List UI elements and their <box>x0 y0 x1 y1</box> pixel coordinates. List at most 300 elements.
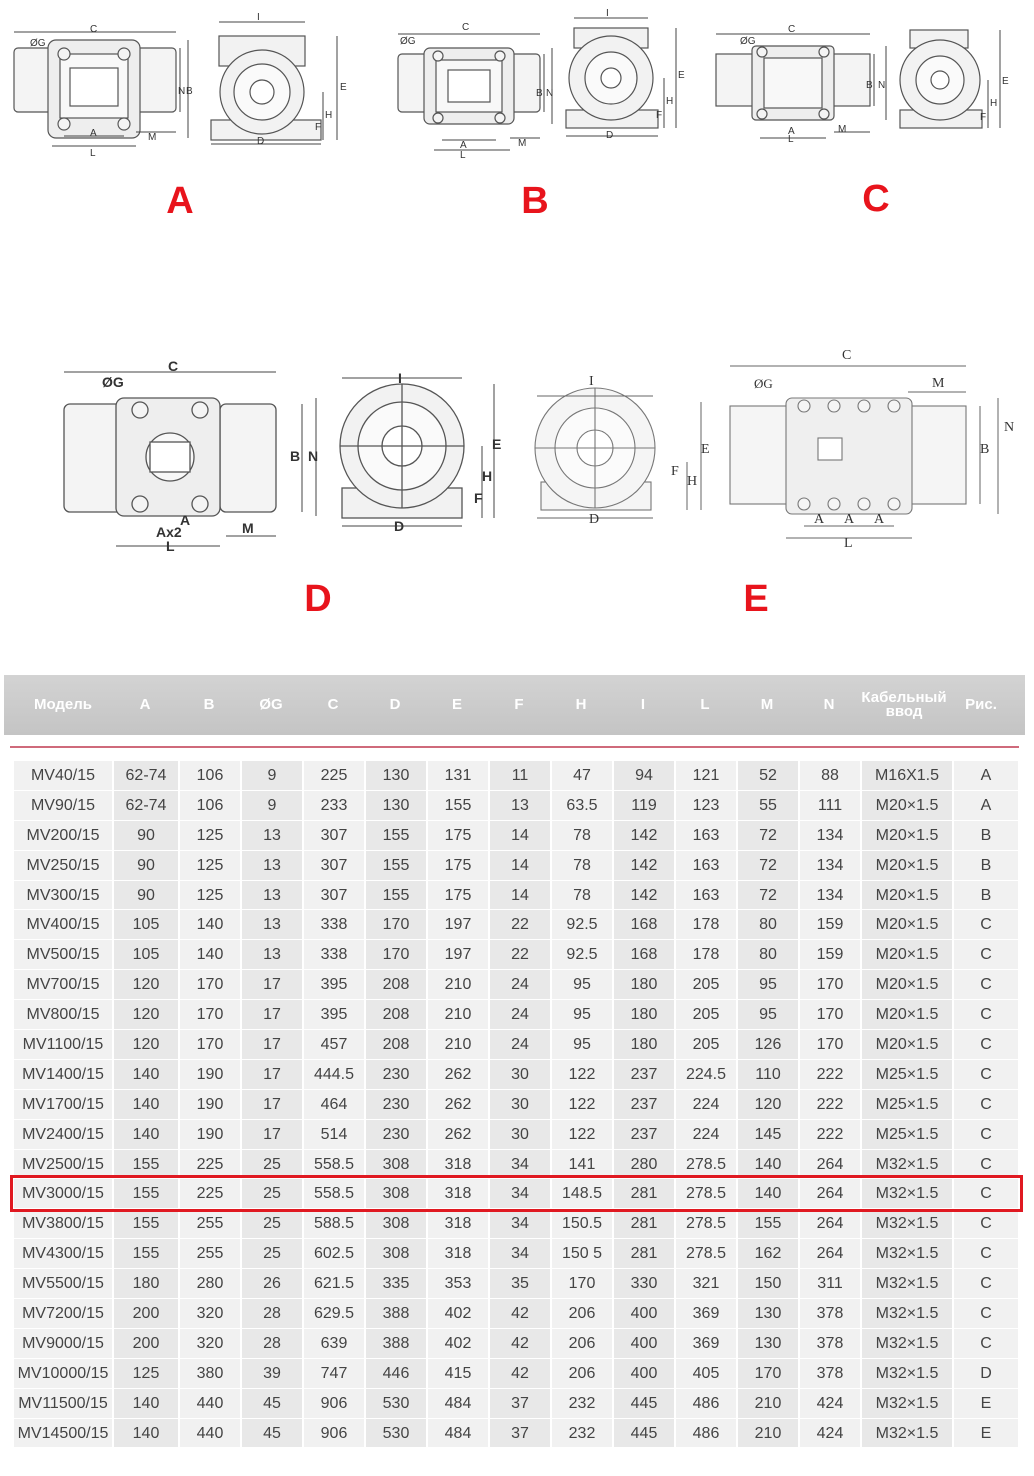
dim-m-label: M <box>242 520 254 536</box>
table-cell: 486 <box>674 1389 736 1419</box>
table-cell: 311 <box>798 1269 860 1299</box>
table-cell: 369 <box>674 1329 736 1359</box>
table-cell: MV250/15 <box>14 851 112 881</box>
table-cell: 90 <box>112 851 178 881</box>
dim-n-label: N <box>1004 420 1015 435</box>
table-row <box>14 1419 1018 1449</box>
table-cell: 150.5 <box>550 1209 612 1239</box>
table-cell: 237 <box>612 1060 674 1090</box>
dim-a-label: A <box>844 512 855 527</box>
table-cell: 232 <box>550 1389 612 1419</box>
table-cell: 94 <box>612 761 674 791</box>
header-cell: H <box>575 696 587 713</box>
table-cell: 25 <box>240 1150 302 1180</box>
table-cell: 126 <box>736 1030 798 1060</box>
table-cell: 125 <box>178 851 240 881</box>
table-cell: 155 <box>112 1239 178 1269</box>
table-cell: 42 <box>488 1359 550 1389</box>
table-cell: 141 <box>550 1150 612 1180</box>
table-cell: 17 <box>240 1060 302 1090</box>
table-cell: 255 <box>178 1239 240 1269</box>
table-cell: 34 <box>488 1209 550 1239</box>
table-cell: 122 <box>550 1120 612 1150</box>
table-cell: 130 <box>736 1299 798 1329</box>
table-cell: M32×1.5 <box>860 1419 952 1449</box>
table-cell: 150 <box>736 1269 798 1299</box>
table-cell: 307 <box>302 881 364 911</box>
table-cell: 122 <box>550 1060 612 1090</box>
figure-d-side-view <box>336 370 506 540</box>
table-cell: 105 <box>112 910 178 940</box>
table-cell: 17 <box>240 1120 302 1150</box>
table-cell: 30 <box>488 1120 550 1150</box>
table-cell: M32×1.5 <box>860 1209 952 1239</box>
table-cell: 9 <box>240 761 302 791</box>
table-cell: 308 <box>364 1209 426 1239</box>
table-cell: 90 <box>112 881 178 911</box>
table-cell: 42 <box>488 1299 550 1329</box>
table-cell: 72 <box>736 821 798 851</box>
table-cell: 178 <box>674 910 736 940</box>
table-cell: MV2400/15 <box>14 1120 112 1150</box>
dim-e-label: E <box>701 442 710 457</box>
table-cell: 159 <box>798 940 860 970</box>
table-cell: 629.5 <box>302 1299 364 1329</box>
table-cell: 200 <box>112 1329 178 1359</box>
table-cell: 330 <box>612 1269 674 1299</box>
dim-i-label: I <box>257 12 260 23</box>
table-cell: 168 <box>612 940 674 970</box>
table-cell: 78 <box>550 821 612 851</box>
table-cell: 130 <box>364 791 426 821</box>
table-cell: MV90/15 <box>14 791 112 821</box>
table-cell: 37 <box>488 1419 550 1449</box>
table-cell: 318 <box>426 1179 488 1209</box>
table-cell: C <box>952 1030 1018 1060</box>
table-cell: MV11500/15 <box>14 1389 112 1419</box>
dim-l-label: L <box>166 538 175 554</box>
spec-table <box>14 761 1018 1448</box>
table-cell: 445 <box>612 1419 674 1449</box>
table-cell: 484 <box>426 1419 488 1449</box>
table-cell: C <box>952 1150 1018 1180</box>
table-cell: 106 <box>178 791 240 821</box>
dim-d-label: D <box>606 130 614 141</box>
table-cell: 264 <box>798 1179 860 1209</box>
table-cell: 395 <box>302 1000 364 1030</box>
table-cell: 140 <box>736 1179 798 1209</box>
table-cell: 80 <box>736 940 798 970</box>
dim-n-label: N <box>546 88 554 99</box>
table-cell: 278.5 <box>674 1179 736 1209</box>
table-cell: 14 <box>488 851 550 881</box>
dim-c-label: C <box>842 348 852 363</box>
table-cell: MV4300/15 <box>14 1239 112 1269</box>
header-divider <box>10 746 1019 748</box>
table-cell: 400 <box>612 1329 674 1359</box>
header-cell: A <box>139 696 151 713</box>
table-cell: 205 <box>674 1030 736 1060</box>
table-row <box>14 1239 1018 1269</box>
table-cell: 378 <box>798 1299 860 1329</box>
table-cell: 120 <box>112 1030 178 1060</box>
table-cell: M16X1.5 <box>860 761 952 791</box>
table-cell: 395 <box>302 970 364 1000</box>
table-cell: M32×1.5 <box>860 1329 952 1359</box>
table-cell: 17 <box>240 1090 302 1120</box>
table-cell: 307 <box>302 851 364 881</box>
table-cell: 906 <box>302 1389 364 1419</box>
table-cell: 206 <box>550 1299 612 1329</box>
table-cell: 210 <box>736 1389 798 1419</box>
table-cell: 123 <box>674 791 736 821</box>
table-cell: 155 <box>736 1209 798 1239</box>
table-cell: 120 <box>736 1090 798 1120</box>
dim-f-label: F <box>980 112 987 123</box>
table-cell: MV10000/15 <box>14 1359 112 1389</box>
table-cell: 42 <box>488 1329 550 1359</box>
table-row <box>14 881 1018 911</box>
table-row <box>14 791 1018 821</box>
table-cell: 95 <box>736 1000 798 1030</box>
table-cell: 224 <box>674 1090 736 1120</box>
table-cell: 72 <box>736 851 798 881</box>
table-cell: 163 <box>674 851 736 881</box>
table-cell: C <box>952 970 1018 1000</box>
table-cell: M25×1.5 <box>860 1120 952 1150</box>
table-cell: 28 <box>240 1299 302 1329</box>
figure-c-top-view <box>712 22 892 145</box>
table-cell: 180 <box>112 1269 178 1299</box>
table-cell: 30 <box>488 1090 550 1120</box>
table-cell: 388 <box>364 1299 426 1329</box>
table-cell: 88 <box>798 761 860 791</box>
table-cell: C <box>952 940 1018 970</box>
dim-m-label: M <box>838 124 847 135</box>
table-row <box>14 851 1018 881</box>
table-cell: 22 <box>488 910 550 940</box>
table-cell: 208 <box>364 1000 426 1030</box>
table-row <box>14 1329 1018 1359</box>
header-cell: N <box>823 696 835 713</box>
table-cell: 142 <box>612 821 674 851</box>
table-cell: 105 <box>112 940 178 970</box>
table-cell: 14 <box>488 821 550 851</box>
table-cell: M20×1.5 <box>860 940 952 970</box>
table-cell: MV400/15 <box>14 910 112 940</box>
table-cell: 168 <box>612 910 674 940</box>
table-cell: MV14500/15 <box>14 1419 112 1449</box>
table-cell: 170 <box>798 1030 860 1060</box>
table-cell: M20×1.5 <box>860 791 952 821</box>
table-cell: 464 <box>302 1090 364 1120</box>
table-cell: C <box>952 1269 1018 1299</box>
table-cell: 140 <box>112 1120 178 1150</box>
table-cell: 170 <box>364 940 426 970</box>
table-cell: 35 <box>488 1269 550 1299</box>
header-cell: Модель <box>33 696 93 713</box>
dim-a-label: A <box>788 126 795 137</box>
table-cell: 210 <box>426 1030 488 1060</box>
table-cell: M32×1.5 <box>860 1299 952 1329</box>
table-cell: 28 <box>240 1329 302 1359</box>
table-cell: 142 <box>612 851 674 881</box>
table-cell: 13 <box>240 821 302 851</box>
table-cell: 163 <box>674 821 736 851</box>
dim-h-label: H <box>990 98 998 109</box>
table-cell: 335 <box>364 1269 426 1299</box>
table-cell: 90 <box>112 821 178 851</box>
figure-b-side-view <box>560 10 690 145</box>
table-row <box>14 910 1018 940</box>
table-cell: 446 <box>364 1359 426 1389</box>
table-cell: 588.5 <box>302 1209 364 1239</box>
table-row <box>14 1389 1018 1419</box>
table-cell: 200 <box>112 1299 178 1329</box>
dim-b-label: B <box>186 86 193 97</box>
table-row <box>14 970 1018 1000</box>
table-cell: 175 <box>426 821 488 851</box>
dim-d-label: D <box>257 136 265 147</box>
table-cell: 206 <box>550 1359 612 1389</box>
table-cell: 175 <box>426 851 488 881</box>
table-cell: 264 <box>798 1150 860 1180</box>
table-cell: 17 <box>240 1000 302 1030</box>
table-cell: 222 <box>798 1090 860 1120</box>
table-cell: 47 <box>550 761 612 791</box>
table-cell: 34 <box>488 1150 550 1180</box>
table-cell: 78 <box>550 881 612 911</box>
table-cell: C <box>952 1299 1018 1329</box>
table-cell: 140 <box>112 1419 178 1449</box>
table-cell: 318 <box>426 1209 488 1239</box>
table-cell: 308 <box>364 1179 426 1209</box>
table-cell: 163 <box>674 881 736 911</box>
dim-c-label: C <box>788 24 796 35</box>
table-cell: 402 <box>426 1299 488 1329</box>
dim-e-label: E <box>678 70 685 81</box>
table-cell: 140 <box>178 940 240 970</box>
table-row <box>14 1060 1018 1090</box>
table-cell: 121 <box>674 761 736 791</box>
table-cell: 170 <box>798 1000 860 1030</box>
table-cell: 180 <box>612 1030 674 1060</box>
table-row <box>14 1030 1018 1060</box>
dim-h-label: H <box>325 110 333 121</box>
table-cell: 131 <box>426 761 488 791</box>
table-cell: 906 <box>302 1419 364 1449</box>
dim-b-label: B <box>980 442 990 457</box>
table-cell: 170 <box>798 970 860 1000</box>
table-cell: 145 <box>736 1120 798 1150</box>
table-cell: 11 <box>488 761 550 791</box>
table-cell: 484 <box>426 1389 488 1419</box>
dim-h-label: H <box>687 474 698 489</box>
table-cell: 142 <box>612 881 674 911</box>
dim-n-label: N <box>178 86 186 97</box>
table-cell: 225 <box>302 761 364 791</box>
table-cell: 558.5 <box>302 1150 364 1180</box>
table-row <box>14 1269 1018 1299</box>
table-cell: 37 <box>488 1389 550 1419</box>
table-cell: 400 <box>612 1359 674 1389</box>
table-row <box>14 1090 1018 1120</box>
table-cell: 281 <box>612 1179 674 1209</box>
table-cell: 63.5 <box>550 791 612 821</box>
table-cell: 52 <box>736 761 798 791</box>
table-cell: 264 <box>798 1239 860 1269</box>
dim-l-label: L <box>844 536 853 551</box>
table-cell: 25 <box>240 1209 302 1239</box>
dim-f-label: F <box>671 464 679 479</box>
table-cell: 205 <box>674 1000 736 1030</box>
figure-c-side-view <box>896 22 1016 137</box>
table-cell: 170 <box>178 1030 240 1060</box>
table-cell: 639 <box>302 1329 364 1359</box>
table-cell: C <box>952 910 1018 940</box>
table-cell: C <box>952 1239 1018 1269</box>
table-cell: 190 <box>178 1060 240 1090</box>
table-cell: 230 <box>364 1060 426 1090</box>
table-cell: MV1100/15 <box>14 1030 112 1060</box>
table-cell: 255 <box>178 1209 240 1239</box>
table-cell: 378 <box>798 1329 860 1359</box>
table-cell: 233 <box>302 791 364 821</box>
table-cell: MV9000/15 <box>14 1329 112 1359</box>
table-cell: 170 <box>736 1359 798 1389</box>
dim-e-label: E <box>340 82 347 93</box>
table-cell: B <box>952 851 1018 881</box>
table-cell: E <box>952 1419 1018 1449</box>
dim-og-label: ØG <box>30 38 46 49</box>
table-cell: 95 <box>550 970 612 1000</box>
table-cell: 514 <box>302 1120 364 1150</box>
table-cell: C <box>952 1060 1018 1090</box>
table-cell: C <box>952 1090 1018 1120</box>
table-cell: 34 <box>488 1179 550 1209</box>
table-cell: 134 <box>798 851 860 881</box>
table-cell: 225 <box>178 1150 240 1180</box>
table-cell: 321 <box>674 1269 736 1299</box>
table-cell: 318 <box>426 1239 488 1269</box>
table-cell: 170 <box>550 1269 612 1299</box>
table-cell: 308 <box>364 1150 426 1180</box>
table-cell: 400 <box>612 1299 674 1329</box>
dim-l-label: L <box>90 148 96 159</box>
table-row <box>14 940 1018 970</box>
table-cell: 119 <box>612 791 674 821</box>
table-cell: 405 <box>674 1359 736 1389</box>
table-cell: 150 5 <box>550 1239 612 1269</box>
dim-c-label: C <box>168 358 179 374</box>
table-cell: 80 <box>736 910 798 940</box>
dim-og-label: ØG <box>400 36 416 47</box>
dim-l-label: L <box>788 134 794 145</box>
table-cell: M20×1.5 <box>860 881 952 911</box>
table-cell: C <box>952 1329 1018 1359</box>
table-cell: 353 <box>426 1269 488 1299</box>
table-cell: A <box>952 791 1018 821</box>
table-cell: MV2500/15 <box>14 1150 112 1180</box>
table-cell: M32×1.5 <box>860 1179 952 1209</box>
table-row <box>14 761 1018 791</box>
table-cell: 180 <box>612 970 674 1000</box>
dim-c-label: C <box>462 22 470 33</box>
table-cell: 22 <box>488 940 550 970</box>
table-cell: 72 <box>736 881 798 911</box>
table-cell: 320 <box>178 1299 240 1329</box>
table-cell: 125 <box>178 881 240 911</box>
table-cell: M20×1.5 <box>860 821 952 851</box>
table-cell: MV40/15 <box>14 761 112 791</box>
table-cell: 92.5 <box>550 940 612 970</box>
table-cell: 457 <box>302 1030 364 1060</box>
table-cell: 232 <box>550 1419 612 1449</box>
table-cell: 530 <box>364 1419 426 1449</box>
table-cell: 140 <box>112 1389 178 1419</box>
table-row <box>14 1120 1018 1150</box>
table-cell: 14 <box>488 881 550 911</box>
figure-a-top-view <box>8 20 198 160</box>
table-cell: 178 <box>674 940 736 970</box>
table-cell: 175 <box>426 881 488 911</box>
table-cell: 445 <box>612 1389 674 1419</box>
table-cell: 95 <box>550 1030 612 1060</box>
table-cell: MV3000/15 <box>14 1179 112 1209</box>
figure-d-top-view <box>58 356 328 556</box>
table-cell: 222 <box>798 1120 860 1150</box>
header-cell: F <box>514 696 524 713</box>
table-cell: MV5500/15 <box>14 1269 112 1299</box>
table-cell: 621.5 <box>302 1269 364 1299</box>
table-cell: 13 <box>240 851 302 881</box>
table-cell: M32×1.5 <box>860 1150 952 1180</box>
dim-i-label: I <box>398 370 402 386</box>
table-cell: 237 <box>612 1120 674 1150</box>
table-cell: 140 <box>178 910 240 940</box>
table-cell: 281 <box>612 1209 674 1239</box>
dim-a-label: A <box>874 512 885 527</box>
table-cell: 338 <box>302 940 364 970</box>
dim-f-label: F <box>656 110 663 121</box>
dim-i-label: I <box>589 374 594 389</box>
table-cell: 280 <box>612 1150 674 1180</box>
table-row <box>14 1000 1018 1030</box>
table-cell: 155 <box>426 791 488 821</box>
table-cell: 25 <box>240 1239 302 1269</box>
table-cell: 278.5 <box>674 1209 736 1239</box>
table-cell: 155 <box>364 821 426 851</box>
table-cell: 424 <box>798 1389 860 1419</box>
table-cell: M20×1.5 <box>860 1000 952 1030</box>
table-cell: M20×1.5 <box>860 970 952 1000</box>
table-cell: 380 <box>178 1359 240 1389</box>
table-cell: M32×1.5 <box>860 1389 952 1419</box>
table-cell: 39 <box>240 1359 302 1389</box>
table-cell: 378 <box>798 1359 860 1389</box>
figure-e-label: E <box>743 578 769 620</box>
header-cell: Рис. <box>965 696 997 713</box>
table-cell: MV800/15 <box>14 1000 112 1030</box>
table-row <box>14 1299 1018 1329</box>
table-cell: 444.5 <box>302 1060 364 1090</box>
table-cell: 130 <box>736 1329 798 1359</box>
table-cell: 262 <box>426 1060 488 1090</box>
table-cell: C <box>952 1000 1018 1030</box>
table-cell: MV700/15 <box>14 970 112 1000</box>
table-cell: 159 <box>798 910 860 940</box>
table-cell: MV300/15 <box>14 881 112 911</box>
